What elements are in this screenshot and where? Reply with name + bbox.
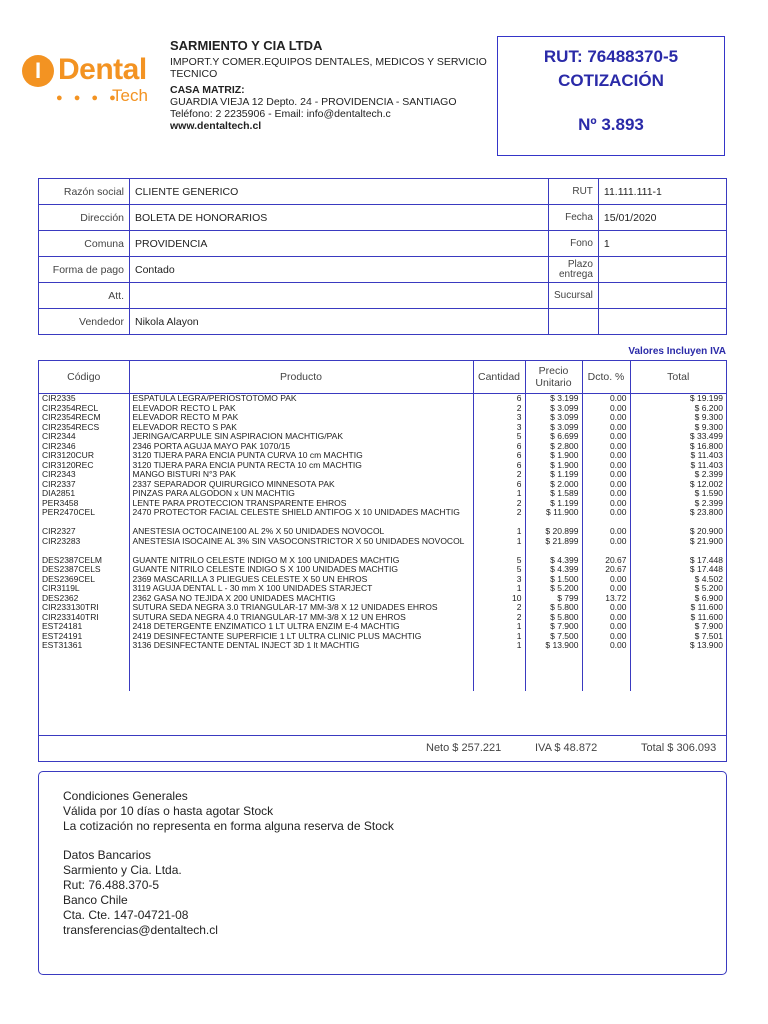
header-code: Código (39, 361, 129, 394)
item-product: 2362 GASA NO TEJIDA X 200 UNIDADES MACHTIG (129, 594, 473, 604)
item-qty: 2 (473, 499, 525, 509)
item-discount: 0.00 (582, 603, 630, 613)
conditions-validity: Válida por 10 días o hasta agotar Stock (63, 804, 274, 818)
table-row (39, 442, 726, 452)
item-total: $ 2.399 (694, 470, 723, 479)
table-row (39, 508, 726, 527)
client-row (39, 179, 727, 205)
client-row (39, 257, 727, 283)
item-price: $ 3.199 (525, 394, 582, 404)
item-code: CIR2354RECS (39, 423, 129, 433)
table-row (39, 461, 726, 471)
item-price: $ 21.899 (525, 537, 582, 556)
item-price: $ 3.099 (525, 423, 582, 433)
item-qty: 1 (473, 632, 525, 642)
item-product: ANESTESIA ISOCAINE AL 3% SIN VASOCONSTRICTOR X 50 UNIDADES NOVOCOL (129, 537, 473, 556)
company-hq-label: CASA MATRIZ: (170, 84, 245, 96)
item-product: ELEVADOR RECTO L PAK (129, 404, 473, 414)
bank-title: Datos Bancarios (63, 848, 152, 862)
item-total: $ 9.300 (694, 413, 723, 422)
company-address: GUARDIA VIEJA 12 Depto. 24 - PROVIDENCIA - SANTIAGO (170, 96, 457, 108)
item-qty: 2 (473, 508, 525, 527)
table-row (39, 413, 726, 423)
document-number: Nº 3.893 (578, 115, 644, 134)
client-row (39, 205, 727, 231)
item-product: JERINGA/CARPULE SIN ASPIRACION MACHTIG/PAK (129, 432, 473, 442)
company-contact: Teléfono: 2 2235906 - Email: info@dentaltech.c (170, 108, 391, 120)
item-product: GUANTE NITRILO CELESTE INDIGO M X 100 UNIDADES MACHTIG (129, 556, 473, 566)
bank-account: Cta. Cte. 147-04721-08 (63, 908, 189, 922)
item-discount: 0.00 (582, 461, 630, 471)
item-code: DES2369CEL (39, 575, 129, 585)
item-qty: 5 (473, 556, 525, 566)
item-product: 3119 AGUJA DENTAL L - 30 mm X 100 UNIDADES STARJECT (129, 584, 473, 594)
client-label: Forma de pago (39, 257, 130, 283)
item-price: $ 5.800 (525, 603, 582, 613)
bank-rut: Rut: 76.488.370-5 (63, 878, 160, 892)
item-product: LENTE PARA PROTECCION TRANSPARENTE EHROS (129, 499, 473, 509)
client-value: Nikola Alayon (130, 309, 549, 335)
item-price: $ 13.900 (525, 641, 582, 651)
header-price: Precio Unitario (525, 361, 582, 394)
item-qty: 1 (473, 537, 525, 556)
item-discount: 0.00 (582, 508, 630, 527)
client-right-label (549, 309, 599, 335)
item-qty: 6 (473, 394, 525, 404)
header-product: Producto (129, 361, 473, 394)
table-row (39, 565, 726, 575)
table-row (39, 603, 726, 613)
client-label: Vendedor (39, 309, 130, 335)
document-rut: RUT: 76488370-5 (543, 47, 679, 66)
conditions-title: Condiciones Generales (63, 789, 188, 803)
item-code: CIR2327 (39, 527, 129, 537)
item-discount: 0.00 (582, 470, 630, 480)
item-discount: 0.00 (582, 537, 630, 556)
item-code: DIA2851 (39, 489, 129, 499)
item-code: CIR3119L (39, 584, 129, 594)
item-code: DES2387CELS (39, 565, 129, 575)
table-row (39, 575, 726, 585)
client-right-label: Fecha (549, 205, 599, 231)
table-filler-row (39, 651, 726, 691)
header-qty: Cantidad (473, 361, 525, 394)
item-code: CIR3120CUR (39, 451, 129, 461)
item-total: $ 11.600 (690, 612, 723, 622)
item-discount: 0.00 (582, 404, 630, 414)
client-right-value (598, 257, 726, 283)
item-code: CIR3120REC (39, 461, 129, 471)
item-discount: 0.00 (582, 432, 630, 442)
item-discount: 0.00 (582, 499, 630, 509)
item-qty: 2 (473, 404, 525, 414)
item-code: CIR2335 (39, 394, 129, 404)
client-label: Razón social (39, 179, 130, 205)
client-value: PROVIDENCIA (130, 231, 549, 257)
item-total: $ 16.800 (689, 441, 723, 451)
item-code: CIR2337 (39, 480, 129, 490)
logo-tooth-icon: I (22, 55, 54, 87)
item-code: PER2470CEL (39, 508, 129, 527)
item-code: EST31361 (39, 641, 129, 651)
item-qty: 6 (473, 461, 525, 471)
item-total: $ 6.200 (694, 403, 723, 413)
table-row (39, 641, 726, 651)
item-discount: 0.00 (582, 527, 630, 537)
item-qty: 3 (473, 575, 525, 585)
item-qty: 2 (473, 613, 525, 623)
client-row (39, 231, 727, 257)
item-total: $ 11.600 (690, 603, 723, 612)
bank-name: Banco Chile (63, 893, 128, 907)
item-code: CIR2346 (39, 442, 129, 452)
item-code: DES2387CELM (39, 556, 129, 566)
item-code: EST24191 (39, 632, 129, 642)
client-label: Dirección (39, 205, 130, 231)
client-info-table (38, 178, 727, 335)
item-discount: 0.00 (582, 489, 630, 499)
item-price: $ 1.199 (525, 470, 582, 480)
item-qty: 1 (473, 622, 525, 632)
company-activity: IMPORT.Y COMER.EQUIPOS DENTALES, MEDICOS Y SERVICIO TECNICO (170, 56, 487, 80)
item-total: $ 5.200 (694, 584, 723, 593)
item-code: EST24181 (39, 622, 129, 632)
item-price: $ 2.000 (525, 480, 582, 490)
item-discount: 20.67 (582, 565, 630, 575)
item-discount: 0.00 (582, 641, 630, 651)
item-total: $ 6.900 (694, 593, 723, 603)
item-code: DES2362 (39, 594, 129, 604)
item-total: $ 21.900 (689, 536, 723, 546)
document-id-box (497, 36, 725, 156)
item-price: $ 3.099 (525, 404, 582, 414)
item-qty: 6 (473, 451, 525, 461)
item-price: $ 3.099 (525, 413, 582, 423)
bank-holder: Sarmiento y Cia. Ltda. (63, 863, 182, 877)
item-qty: 2 (473, 603, 525, 613)
item-discount: 0.00 (582, 622, 630, 632)
item-code: CIR233140TRI (39, 613, 129, 623)
item-qty: 5 (473, 565, 525, 575)
bank-email[interactable]: transferencias@dentaltech.cl (63, 923, 218, 937)
item-price: $ 799 (525, 594, 582, 604)
item-total: $ 17.448 (689, 565, 723, 574)
client-value: CLIENTE GENERICO (130, 179, 549, 205)
company-name: SARMIENTO Y CIA LTDA (170, 38, 323, 53)
item-qty: 6 (473, 480, 525, 490)
table-row (39, 594, 726, 604)
conditions-box (38, 771, 727, 975)
client-value (130, 283, 549, 309)
item-price: $ 2.800 (525, 442, 582, 452)
client-value: Contado (130, 257, 549, 283)
client-row (39, 283, 727, 309)
table-row (39, 394, 726, 404)
item-product: 3136 DESINFECTANTE DENTAL INJECT 3D 1 lt MACHTIG (129, 641, 473, 651)
item-price: $ 1.199 (525, 499, 582, 509)
conditions-stock: La cotización no representa en forma alguna reserva de Stock (63, 819, 394, 833)
item-total: $ 17.448 (689, 555, 723, 565)
logo-dots: ● ● ● ● (56, 92, 120, 104)
item-qty: 10 (473, 594, 525, 604)
item-qty: 3 (473, 423, 525, 433)
item-price: $ 4.399 (525, 556, 582, 566)
client-right-value (598, 309, 726, 335)
item-total: $ 20.900 (689, 527, 723, 536)
iva-note: Valores Incluyen IVA (628, 346, 726, 357)
item-price: $ 6.699 (525, 432, 582, 442)
item-price: $ 7.500 (525, 632, 582, 642)
client-right-value: 15/01/2020 (598, 205, 726, 231)
item-product: PINZAS PARA ALGODON x UN MACHTIG (129, 489, 473, 499)
item-price: $ 7.900 (525, 622, 582, 632)
item-price: $ 4.399 (525, 565, 582, 575)
item-qty: 3 (473, 413, 525, 423)
item-product: 2419 DESINFECTANTE SUPERFICIE 1 LT ULTRA CLINIC PLUS MACHTIG (129, 632, 473, 642)
item-product: 3120 TIJERA PARA ENCIA PUNTA CURVA 10 cm MACHTIG (129, 451, 473, 461)
client-label: Att. (39, 283, 130, 309)
item-total: $ 9.300 (694, 422, 723, 432)
item-total: $ 2.399 (694, 498, 723, 508)
item-total: $ 33.499 (689, 432, 723, 441)
client-right-label: Plazo entrega (549, 257, 599, 283)
item-discount: 0.00 (582, 394, 630, 404)
table-row (39, 404, 726, 414)
table-row (39, 556, 726, 566)
item-discount: 0.00 (582, 613, 630, 623)
item-total: $ 11.403 (690, 451, 723, 460)
item-product: 2418 DETERGENTE ENZIMATICO 1 LT ULTRA ENZIM E-4 MACHTIG (129, 622, 473, 632)
company-info (170, 40, 490, 132)
item-total: $ 12.002 (689, 479, 723, 489)
item-total: $ 11.403 (690, 460, 723, 470)
item-qty: 1 (473, 584, 525, 594)
item-price: $ 1.500 (525, 575, 582, 585)
company-website[interactable]: www.dentaltech.cl (170, 120, 262, 132)
item-qty: 1 (473, 641, 525, 651)
client-right-value: 11.111.111-1 (598, 179, 726, 205)
table-row (39, 470, 726, 480)
company-logo (22, 50, 152, 110)
item-product: 2369 MASCARILLA 3 PLIEGUES CELESTE X 50 UN EHROS (129, 575, 473, 585)
table-row (39, 622, 726, 632)
item-discount: 13.72 (582, 594, 630, 604)
item-price: $ 1.589 (525, 489, 582, 499)
table-row (39, 489, 726, 499)
item-code: CIR2344 (39, 432, 129, 442)
client-value: BOLETA DE HONORARIOS (130, 205, 549, 231)
item-code: CIR2354RECM (39, 413, 129, 423)
items-table (38, 360, 727, 762)
item-qty: 5 (473, 432, 525, 442)
table-row (39, 432, 726, 442)
item-total: $ 7.501 (694, 631, 723, 641)
table-row (39, 499, 726, 509)
item-product: ANESTESIA OCTOCAINE100 AL 2% X 50 UNIDADES NOVOCOL (129, 527, 473, 537)
item-total: $ 23.800 (689, 508, 723, 517)
item-price: $ 5.800 (525, 613, 582, 623)
item-discount: 0.00 (582, 632, 630, 642)
item-code: CIR23283 (39, 537, 129, 556)
logo-tech: Tech (112, 86, 148, 105)
item-price: $ 1.900 (525, 451, 582, 461)
item-total: $ 13.900 (689, 641, 723, 650)
item-price: $ 20.899 (525, 527, 582, 537)
item-product: SUTURA SEDA NEGRA 4.0 TRIANGULAR-17 MM-3/8 X 12 UN EHROS (129, 613, 473, 623)
item-product: ELEVADOR RECTO M PAK (129, 413, 473, 423)
item-product: ELEVADOR RECTO S PAK (129, 423, 473, 433)
item-price: $ 1.900 (525, 461, 582, 471)
client-label: Comuna (39, 231, 130, 257)
item-total: $ 7.900 (694, 622, 723, 631)
document-type: COTIZACIÓN (558, 71, 664, 90)
item-code: PER3458 (39, 499, 129, 509)
item-total: $ 19.199 (689, 393, 723, 403)
table-row (39, 584, 726, 594)
item-qty: 6 (473, 442, 525, 452)
item-discount: 0.00 (582, 413, 630, 423)
item-product: 2337 SEPARADOR QUIRURGICO MINNESOTA PAK (129, 480, 473, 490)
item-discount: 0.00 (582, 480, 630, 490)
client-right-label: Sucursal (549, 283, 599, 309)
item-code: CIR233130TRI (39, 603, 129, 613)
logo-wordmark: Dental (58, 53, 147, 86)
item-qty: 2 (473, 470, 525, 480)
net-total: Neto $ 257.221 (426, 742, 502, 754)
item-qty: 1 (473, 527, 525, 537)
item-price: $ 5.200 (525, 584, 582, 594)
grand-total: Total $ 306.093 (641, 742, 717, 754)
item-product: ESPATULA LEGRA/PERIOSTOTOMO PAK (129, 394, 473, 404)
table-row (39, 423, 726, 433)
item-total: $ 1.590 (694, 489, 723, 498)
header-total: Total (630, 361, 726, 394)
item-product: SUTURA SEDA NEGRA 3.0 TRIANGULAR-17 MM-3/8 X 12 UNIDADES EHROS (129, 603, 473, 613)
item-discount: 0.00 (582, 423, 630, 433)
item-product: GUANTE NITRILO CELESTE INDIGO S X 100 UNIDADES MACHTIG (129, 565, 473, 575)
client-right-label: Fono (549, 231, 599, 257)
item-discount: 0.00 (582, 584, 630, 594)
client-right-value (598, 283, 726, 309)
item-code: CIR2354RECL (39, 404, 129, 414)
item-product: 2346 PORTA AGUJA MAYO PAK 1070/15 (129, 442, 473, 452)
table-row (39, 613, 726, 623)
item-discount: 0.00 (582, 575, 630, 585)
table-row (39, 537, 726, 556)
item-discount: 20.67 (582, 556, 630, 566)
table-row (39, 632, 726, 642)
item-discount: 0.00 (582, 451, 630, 461)
table-row (39, 480, 726, 490)
item-product: MANGO BISTURI N°3 PAK (129, 470, 473, 480)
table-row (39, 451, 726, 461)
client-right-value: 1 (598, 231, 726, 257)
header-discount: Dcto. % (582, 361, 630, 394)
item-product: 2470 PROTECTOR FACIAL CELESTE SHIELD ANTIFOG X 10 UNIDADES MACHTIG (129, 508, 473, 527)
item-discount: 0.00 (582, 442, 630, 452)
item-price: $ 11.900 (525, 508, 582, 527)
iva-total: IVA $ 48.872 (535, 742, 598, 754)
item-product: 3120 TIJERA PARA ENCIA PUNTA RECTA 10 cm MACHTIG (129, 461, 473, 471)
table-row (39, 527, 726, 537)
item-total: $ 4.502 (694, 574, 723, 584)
client-row (39, 309, 727, 335)
item-code: CIR2343 (39, 470, 129, 480)
client-right-label: RUT (549, 179, 599, 205)
item-qty: 1 (473, 489, 525, 499)
totals-row (38, 735, 727, 762)
